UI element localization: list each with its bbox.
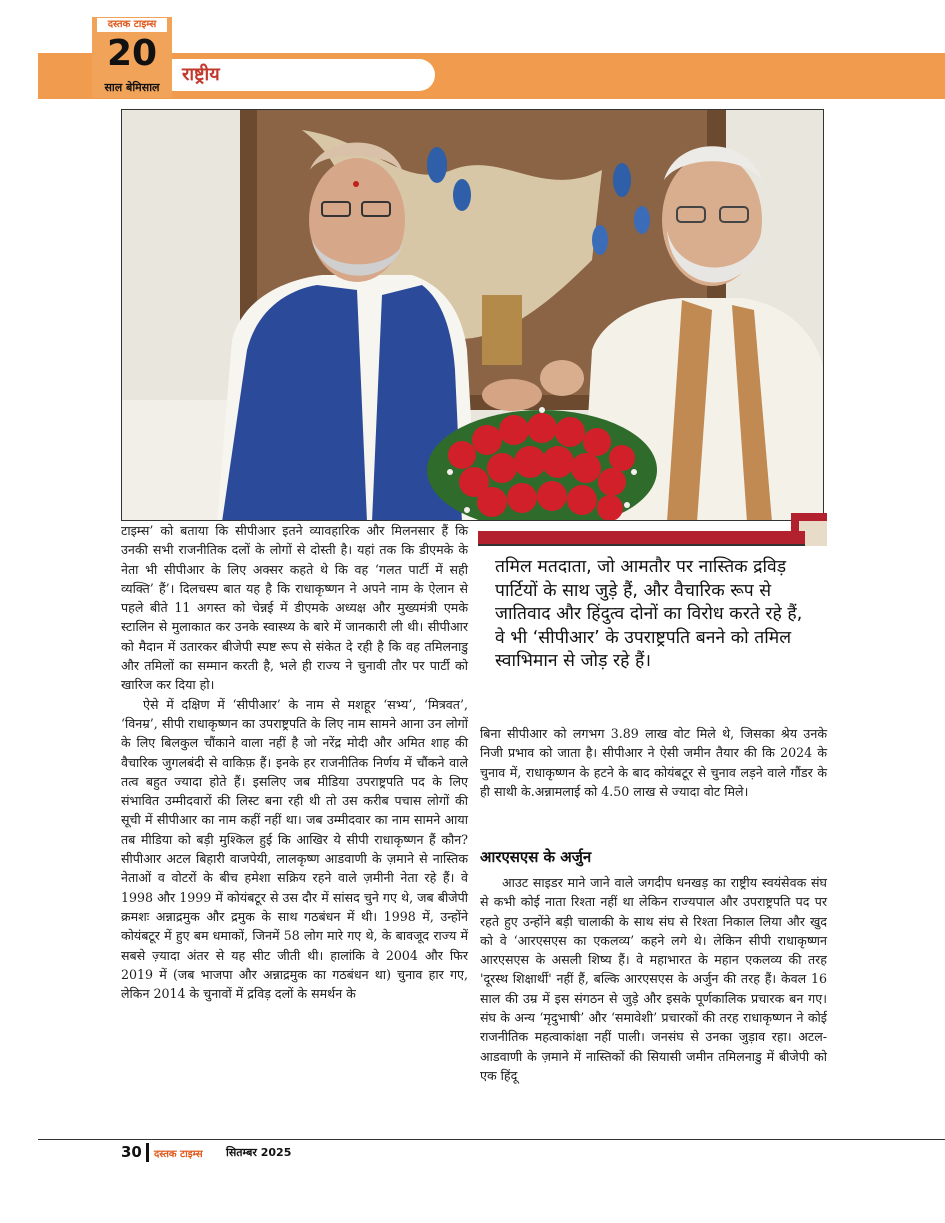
section-title: राष्ट्रीय bbox=[182, 64, 220, 85]
logo-number: 20 bbox=[106, 33, 158, 74]
section-subheading: आरएसएस के अर्जुन bbox=[480, 848, 592, 866]
lead-photo bbox=[121, 109, 824, 521]
footer-date: सितम्बर 2025 bbox=[226, 1146, 292, 1159]
logo-brand-text: दस्तक टाइम्स bbox=[97, 18, 167, 32]
left-paragraph-2: ऐसे में दक्षिण में ‘सीपीआर’ के नाम से मशहूर ‘सभ्य’, ‘मित्रवत’, ‘विनम्र’, सीपी राधाकृष्णन का उपराष्ट्रपति के लिए नाम सामने आना उन लोगों के लिए बिलकुल चौंकाने वाला नहीं है जो नरेंद्र मोदी और अमित शाह की वैचारिक जुगलबंदी से वाकिफ़ हैं। इनके हर राजनीतिक निर्णय में चौंकने वाले तत्व बहुत ज्यादा होते हैं। इसलिए जब मीडिया उपराष्ट्रपति पद के लिए संभावित उम्मीदवारों की लिस्ट बना रही थी तो उस करीब पचास लोगों की सूची में सीपीआर का नाम कहीं नहीं था। जब उम्मीदवार का नाम सामने आया तब मीडिया को बड़ी मुश्किल हुई कि आखिर ये सीपी राधाकृष्णन हैं कौन? सीपीआर अटल बिहारी वाजपेयी, लालकृष्ण आडवाणी के ज़माने से नास्तिक नेताओं व वोटरों के बीच हमेशा सक्रिय रहने वाले ज़मीनी नेता रहे हैं। वे 1998 और 1999 में कोयंबटूर से उस दौर में सांसद चुने गए थे, जब बीजेपी क्रमशः अन्नाद्रमुक और द्रमुक के साथ गठबंधन में थी। 1998 में, उन्होंने कोयंबटूर में हुए बम धमाकों, जिनमें 58 लोग मारे गए थे, के बावजूद राज्य में सबसे ज़्यादा अंतर से यह सीट जीती थी। हालांकि वे 2004 और फिर 2019 में (जब भाजपा और अन्नाद्रमुक का गठबंधन था) चुनाव हार गए, लेकिन 2014 के चुनावों में द्रविड़ दलों के समर्थन के bbox=[121, 696, 468, 1002]
logo-subtitle: साल बेमिसाल bbox=[104, 81, 160, 94]
left-paragraph-1: टाइम्स’ को बताया कि सीपीआर इतने व्यावहारिक और मिलनसार हैं कि उनकी सभी राजनीतिक दलों के लोगों से दोस्ती है। यहां तक कि डीएमके के नेता भी सीपीआर के लिए अक्सर कहते थे कि वह ‘गलत पार्टी में सही व्यक्ति’ हैं’। दिलचस्प बात यह है कि राधाकृष्णन ने अपने नाम के ऐलान से पहले बीते 11 अगस्त को चेन्नई में डीएमके अध्यक्ष और मुख्यमंत्री एमके स्टालिन से मुलाकात कर उनके स्वास्थ्य के बारे में जानकारी ली थी। सीपीआर को मैदान में उतारकर बीजेपी स्पष्ट रूप से संकेत दे रही है कि वह तमिलनाडु और तमिलों का सम्मान करती है, भले ही राज्य ने चुनावी तौर पर पार्टी को खारिज कर दिया हो। bbox=[121, 523, 468, 693]
page-number: 30 bbox=[121, 1143, 142, 1161]
right-column-top bbox=[480, 724, 827, 801]
right-paragraph-2: आउट साइडर माने जाने वाले जगदीप धनखड़ का राष्ट्रीय स्वयंसेवक संघ से कभी कोई नाता रिश्ता नहीं था लेकिन राज्यपाल और उपराष्ट्रपति पद पर रहते हुए उन्होंने बड़ी चालाकी के साथ संघ से रिश्ता निकाल लिया और खुद को वे ‘आरएसएस का एकलव्य’ कहने लगे थे। लेकिन सीपी राधाकृष्णन आरएसएस के असली शिष्य हैं। वे महाभारत के महान एकलव्य की तरह 'दूरस्थ शिक्षार्थी' नहीं हैं, बल्कि आरएसएस के अर्जुन की तरह हैं। केवल 16 साल की उम्र में इस संगठन से जुड़े और इसके पूर्णकालिक प्रचारक बन गए। संघ के अन्य ‘मृदुभाषी’ और ‘समावेशी’ प्रचारकों की तरह राधाकृष्णन ने कोई राजनीतिक महत्वाकांक्षा नहीं पाली। जनसंघ से उनका जुड़ाव रहा। अटल-आडवाणी के ज़माने में नास्तिकों की सियासी जमीन तमिलनाडु में बीजेपी को एक हिंदू bbox=[480, 875, 827, 1083]
right-column-bottom bbox=[480, 873, 827, 1085]
right-paragraph-1: बिना सीपीआर को लगभग 3.89 लाख वोट मिले थे, जिसका श्रेय उनके निजी प्रभाव को जाता है। सीपीआर ने ऐसी जमीन तैयार की कि 2024 के चुनाव में, राधाकृष्णन के हटने के बाद कोयंबटूर से चुनाव लड़ने वाले गौंडर के ही साथी के.अन्नामलाई को 4.50 लाख से ज्यादा वोट मिले। bbox=[480, 726, 827, 799]
anniversary-logo bbox=[92, 17, 172, 98]
footer-brand: दस्तक टाइम्स bbox=[154, 1149, 203, 1160]
pull-quote: तमिल मतदाता, जो आमतौर पर नास्तिक द्रविड़ पार्टियों के साथ जुड़े हैं, और वैचारिक रूप से जातिवाद और हिंदुत्व दोनों का विरोध करते रहे हैं, वे भी ‘सीपीआर’ के उपराष्ट्रपति बनने को तमिल स्वाभिमान से जोड़ रहे हैं। bbox=[495, 557, 803, 671]
left-column bbox=[121, 521, 468, 1003]
pull-quote-underline bbox=[478, 544, 805, 546]
footer-rule bbox=[38, 1139, 945, 1140]
pull-quote-rule bbox=[478, 531, 805, 544]
footer-separator bbox=[146, 1143, 149, 1162]
